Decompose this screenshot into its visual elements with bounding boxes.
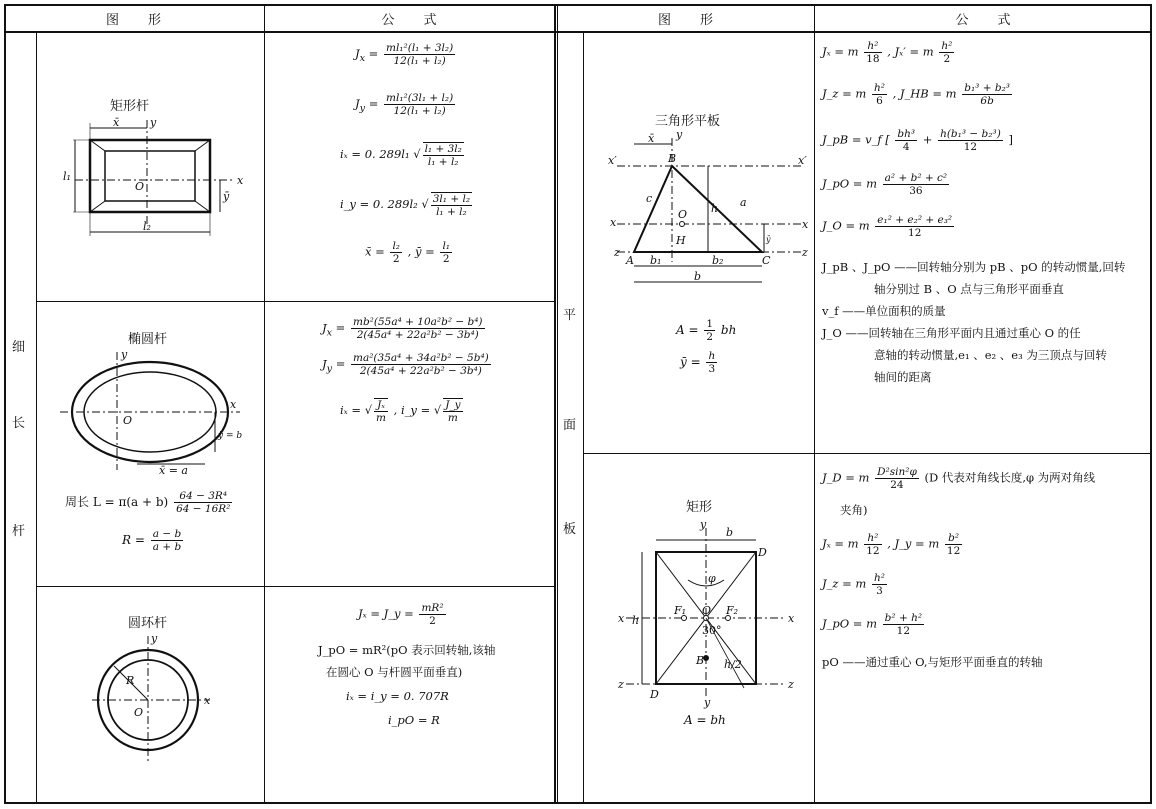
- triangle-label-xbar: x̄: [648, 132, 655, 145]
- triangle-label-b2: b₂: [712, 254, 724, 267]
- formula-prefix: J_pO = m: [822, 616, 878, 631]
- formula-den: 12: [866, 545, 880, 557]
- formula-prefix: i_y = 0. 289l₂: [340, 197, 418, 211]
- ring-rod-label-y: y: [151, 632, 158, 645]
- rect-rod-label-xbar: x̄: [113, 116, 120, 129]
- triangle-plate-diagram: [608, 128, 812, 292]
- formula-prefix: J_pB = v_f [: [822, 132, 890, 147]
- formula-den: 12: [946, 545, 961, 557]
- rect-plate-f1-tail: 夹角): [840, 503, 868, 517]
- formula-prefix: A =: [676, 323, 699, 337]
- triangle-label-b: b: [694, 270, 702, 283]
- ellipse-rod-label-x: x: [230, 398, 237, 411]
- ring-rod-jpo-1: J_pO = mR²(pO 表示回转轴,该轴: [318, 643, 496, 657]
- rect-rod-label-x: x: [237, 174, 244, 187]
- triangle-label-x-right: x: [802, 218, 809, 231]
- header-char: 式: [997, 12, 1012, 28]
- formula-prefix: iₓ = 0. 289l₁: [340, 147, 410, 161]
- rect-plate-area: A = bh: [684, 713, 726, 727]
- rect-plate-label-angle: 30°: [702, 624, 722, 637]
- formula-prefix: J_O = m: [822, 218, 870, 233]
- rect-rod-label-l2: l₂: [143, 220, 151, 233]
- right-row-divider: [583, 453, 1152, 454]
- triangle-note-1b: 轴分别过 B 、O 点与三角形平面垂直: [874, 282, 1064, 296]
- rect-plate-note: pO ——通过重心 O,与矩形平面垂直的转轴: [822, 655, 1043, 669]
- ellipse-rod-label-ybar: ȳ = b: [218, 431, 243, 441]
- formula-den: l₁ + l₂: [427, 156, 459, 168]
- formula-prefix: iₓ =: [340, 403, 362, 417]
- formula-num: h²: [873, 572, 885, 584]
- formula-den: 2: [442, 253, 450, 265]
- formula-num: b²: [945, 532, 962, 545]
- rect-plate-label-y-top: y: [700, 518, 707, 531]
- rect-plate-label-h2: h/2: [724, 658, 742, 671]
- formula-den: a + b: [152, 541, 182, 553]
- rect-plate-f4: [822, 612, 926, 637]
- ring-rod-jxy: [358, 602, 448, 627]
- triangle-label-z-left: z: [614, 246, 620, 259]
- formula-den: 12: [908, 227, 922, 239]
- rect-rod-ix: iₓ = 0. 289l₁ √ $\frac{\text{l₁ + 3l₂}}{\text{l₁ + l₂}}$: [340, 143, 462, 168]
- right-group-divider: [583, 32, 584, 804]
- formula-den: 3: [876, 585, 883, 597]
- triangle-area: [676, 318, 736, 343]
- formula-prefix: 周长 L = π(a + b): [65, 495, 169, 509]
- ellipse-rod-ixy: iₓ = √ $\frac{\text{Jₓ}}{m}$ , i_y = √ $\frac{J\_y}{m}$: [340, 399, 461, 424]
- rect-plate-f2: [822, 532, 964, 557]
- rect-plate-label-b-pt: B: [696, 654, 705, 667]
- rect-plate-label-d-top: D: [758, 546, 767, 559]
- formula-den: 18: [866, 53, 880, 65]
- left-row2-divider: [36, 586, 554, 587]
- formula-prefix: Jₓ = m: [822, 44, 859, 59]
- ellipse-rod-label-xbar: x̄ = a: [159, 464, 188, 477]
- rect-plate-label-phi: φ: [708, 572, 716, 585]
- header-char: 式: [423, 12, 438, 28]
- triangle-label-x-left: x: [610, 216, 617, 229]
- header-figure-left: [4, 6, 264, 30]
- formula-den: 3: [708, 363, 716, 375]
- triangle-f2: [822, 82, 1014, 107]
- formula-prefix: , J_y = m: [887, 536, 940, 551]
- triangle-f5: [822, 214, 956, 239]
- formula-num: b² + h²: [884, 612, 923, 624]
- triangle-f3: [822, 128, 1013, 153]
- triangle-label-o-pt: O: [678, 208, 688, 221]
- formula-num: D²sin²φ: [877, 466, 917, 478]
- formula-num: mb²(55a⁴ + 10a²b² − b⁴): [352, 316, 483, 328]
- group-right-char-3: 板: [563, 522, 577, 537]
- rect-rod-name: 矩形杆: [110, 99, 150, 114]
- ring-rod-diagram: [90, 634, 230, 774]
- rect-rod-jx: $J_x$ = $\frac{\text{ml₁²(l₁ + 3l₂)}}{\text{12(l₁ + l₂)}}$: [355, 42, 454, 67]
- right-col-divider: [814, 4, 815, 804]
- ring-rod-label-x: x: [204, 694, 211, 707]
- formula-symbol: J: [355, 46, 360, 61]
- header-divider: [4, 31, 1152, 33]
- ellipse-rod-name: 椭圆杆: [128, 332, 168, 347]
- triangle-ybar: [680, 350, 719, 375]
- triangle-notes: [822, 256, 1148, 388]
- triangle-label-b1: b₁: [650, 254, 662, 267]
- formula-den: 12: [896, 625, 911, 637]
- ring-rod-name: 圆环杆: [128, 616, 168, 631]
- rect-rod-label-l1: l₁: [63, 170, 71, 183]
- formula-num: mR²: [421, 602, 444, 614]
- group-left-char-3: 杆: [12, 524, 26, 539]
- formula-prefix: ȳ =: [680, 355, 701, 369]
- formula-prefix: x̄ =: [365, 244, 385, 259]
- rect-rod-diagram: [55, 118, 255, 238]
- formula-num: ml₁²(l₁ + 3l₂): [385, 42, 454, 54]
- formula-num: J_y: [445, 399, 461, 411]
- ring-rod-label-r: R: [126, 674, 135, 687]
- formula-prefix: J_z = m: [822, 86, 867, 101]
- formula-prefix: J_z = m: [822, 576, 867, 591]
- formula-num: e₁² + e₂² + e₃²: [877, 214, 953, 226]
- ring-rod-jpo-2: 在圆心 O 与杆圆平面垂直): [326, 665, 463, 679]
- triangle-note-3a: J_O ——回转轴在三角形平面内且通过重心 O 的任: [822, 326, 1081, 340]
- triangle-note-3c: 轴间的距离: [874, 370, 932, 384]
- formula-den: 2: [706, 331, 714, 343]
- formula-den: 12: [963, 141, 978, 153]
- ellipse-rod-jx: $J_x$ = $\frac{\text{mb²(55a⁴ + 10a²b² − b⁴)}}{\text{2(45a⁴ + 22a²b² − 3b⁴)}}$: [322, 316, 483, 341]
- formula-prefix: J_D = m: [822, 470, 870, 485]
- formula-den: 12(l₁ + l₂): [393, 105, 446, 117]
- ellipse-rod-r: [122, 528, 185, 553]
- formula-op: +: [922, 132, 933, 147]
- rect-plate-label-y-bottom: y: [704, 696, 711, 709]
- formula-num: Jₓ: [374, 399, 388, 412]
- triangle-label-z-right: z: [802, 246, 808, 259]
- rect-plate-label-f2: F₂: [726, 604, 739, 617]
- formula-num: l₁: [442, 240, 451, 252]
- group-right-char-1: 平: [563, 308, 577, 323]
- formula-sub: x: [359, 52, 366, 64]
- rect-plate-label-x-left: x: [618, 612, 625, 625]
- rect-plate-label-z-left: z: [618, 678, 624, 691]
- triangle-label-c-side: c: [646, 192, 653, 205]
- rect-plate-label-b: b: [726, 526, 734, 539]
- formula-prefix: Jₓ = m: [822, 536, 859, 551]
- ellipse-rod-diagram: [55, 348, 255, 478]
- group-left-char-2: 长: [12, 416, 26, 431]
- triangle-f1: [822, 40, 956, 65]
- triangle-label-xprime-left: x′: [608, 154, 617, 167]
- formula-den: 4: [902, 141, 910, 153]
- rect-plate-label-o: O: [702, 604, 712, 617]
- formula-num: h: [708, 350, 716, 362]
- header-char: 形: [700, 12, 715, 28]
- rect-plate-label-f1: F₁: [674, 604, 687, 617]
- rect-plate-label-x-right: x: [788, 612, 795, 625]
- rect-plate-diagram: [616, 518, 806, 708]
- rect-rod-jy: $J_y$ = $\frac{\text{ml₁²(3l₁ + l₂)}}{\text{12(l₁ + l₂)}}$: [355, 92, 454, 117]
- ring-rod-label-o: O: [134, 706, 144, 719]
- formula-num: h(b₁³ − b₂³): [940, 128, 1001, 140]
- rect-plate-f3: [822, 572, 889, 597]
- formula-num: ma²(35a⁴ + 34a²b² − 5b⁴): [353, 352, 489, 364]
- formula-num: h²: [873, 82, 885, 94]
- formula-den: m: [447, 412, 458, 424]
- triangle-label-h: h: [711, 202, 719, 215]
- ellipse-rod-label-o: O: [123, 414, 133, 427]
- triangle-f4: [822, 172, 951, 197]
- triangle-label-a-pt: A: [626, 254, 634, 267]
- triangle-label-b-pt: B: [668, 152, 677, 165]
- rect-plate-name: 矩形: [686, 500, 713, 515]
- group-left-char-1: 细: [12, 340, 26, 355]
- left-row1-divider: [36, 301, 554, 302]
- triangle-label-y: y: [676, 128, 683, 141]
- formula-prefix: , J_HB = m: [892, 86, 957, 101]
- header-char: 公: [381, 12, 396, 28]
- triangle-note-2: v_f ——单位面积的质量: [822, 304, 946, 318]
- formula-den: l₁ + l₂: [436, 206, 467, 218]
- rect-rod-centroid: [365, 240, 454, 265]
- formula-suffix: bh: [720, 323, 737, 337]
- rect-plate-label-h: h: [632, 614, 640, 627]
- formula-num: b₁³ + b₂³: [964, 82, 1011, 94]
- formula-num: l₂: [392, 240, 401, 252]
- formula-num: h²: [941, 40, 953, 52]
- ring-rod-ixy: iₓ = i_y = 0. 707R: [346, 689, 449, 703]
- formula-num: 1: [706, 318, 714, 330]
- triangle-label-ybar: ȳ: [766, 235, 771, 244]
- center-divider-2: [557, 4, 558, 804]
- formula-den: 64 − 16R²: [176, 503, 231, 515]
- formula-note: (D 代表对角线长度,φ 为两对角线: [924, 470, 1096, 485]
- formula-num: h²: [864, 40, 881, 53]
- formula-num: a² + b² + c²: [884, 172, 948, 184]
- center-divider: [554, 4, 556, 804]
- formula-den: 2: [943, 53, 951, 65]
- formula-den: 12(l₁ + l₂): [393, 55, 446, 67]
- formula-prefix: R =: [122, 533, 145, 547]
- rect-rod-label-o: O: [135, 180, 145, 193]
- triangle-label-a-side: a: [740, 196, 747, 209]
- formula-num: bh³: [897, 128, 916, 140]
- formula-num: ml₁²(3l₁ + l₂): [386, 92, 454, 104]
- formula-den: 6: [876, 95, 883, 107]
- header-figure-right: [558, 6, 814, 30]
- triangle-note-3b: 意轴的转动惯量,e₁ 、e₂ 、e₃ 为三顶点与回转: [874, 348, 1107, 362]
- formula-den: 2: [392, 253, 400, 265]
- formula-den: 2: [429, 615, 436, 627]
- formula-num: 3l₁ + l₂: [432, 193, 471, 205]
- formula-prefix: , Jₓ′ = m: [887, 44, 934, 59]
- formula-op: ]: [1008, 132, 1013, 147]
- triangle-label-xprime-right: x′: [798, 154, 807, 167]
- ellipse-rod-jy: $J_y$ = $\frac{\text{ma²(35a⁴ + 34a²b² − 5b⁴)}}{\text{2(45a⁴ + 22a²b² − 3b⁴)}}$: [322, 352, 489, 377]
- formula-num: h²: [864, 532, 881, 545]
- header-formula-left: [265, 6, 554, 30]
- ellipse-rod-label-y: y: [121, 348, 128, 361]
- left-col-divider: [264, 4, 265, 804]
- formula-num: l₁ + 3l₂: [424, 143, 462, 155]
- group-right-char-2: 面: [563, 418, 577, 433]
- header-char: 图: [657, 12, 672, 28]
- formula-prefix: J_pO = m: [822, 176, 878, 191]
- left-group-divider: [36, 32, 37, 804]
- triangle-plate-name: 三角形平板: [655, 114, 721, 129]
- ellipse-rod-perimeter: [65, 490, 234, 515]
- formula-sub: y: [359, 102, 366, 114]
- rect-rod-label-ybar: ȳ: [223, 190, 230, 203]
- formula-symbol: J: [355, 96, 360, 111]
- rect-plate-label-z-right: z: [788, 678, 794, 691]
- formula-den: 6b: [980, 95, 994, 107]
- header-char: 公: [955, 12, 970, 28]
- triangle-note-1a: J_pB 、J_pO ——回转轴分别为 pB 、pO 的转动惯量,回转: [822, 260, 1126, 274]
- rect-plate-label-d-bottom: D: [650, 688, 659, 701]
- formula-den: 2(45a⁴ + 22a²b² − 3b⁴): [359, 365, 482, 377]
- formula-prefix: , i_y =: [393, 403, 431, 417]
- header-char: 形: [148, 12, 163, 28]
- formula-prefix: , ȳ =: [407, 244, 435, 259]
- formula-prefix: Jₓ = J_y =: [358, 606, 414, 621]
- ring-rod-ipo: i_pO = R: [388, 713, 440, 727]
- formula-den: 24: [890, 479, 904, 491]
- formula-den: m: [376, 412, 387, 424]
- header-formula-right: [815, 6, 1152, 30]
- triangle-label-c-pt: C: [762, 254, 771, 267]
- formula-den: 2(45a⁴ + 22a²b² − 3b⁴): [356, 329, 479, 341]
- rect-rod-iy: i_y = 0. 289l₂ √ $\frac{\text{3l₁ + l₂}}{\text{l₁ + l₂}}$: [340, 193, 471, 218]
- formula-num: 64 − 3R⁴: [174, 490, 232, 503]
- rect-plate-f1: [822, 466, 1095, 491]
- header-char: 图: [105, 12, 120, 28]
- formula-den: 36: [909, 185, 923, 197]
- rect-rod-label-y: y: [150, 116, 157, 129]
- formula-num: a − b: [152, 528, 182, 540]
- triangle-label-h-pt: H: [676, 234, 686, 247]
